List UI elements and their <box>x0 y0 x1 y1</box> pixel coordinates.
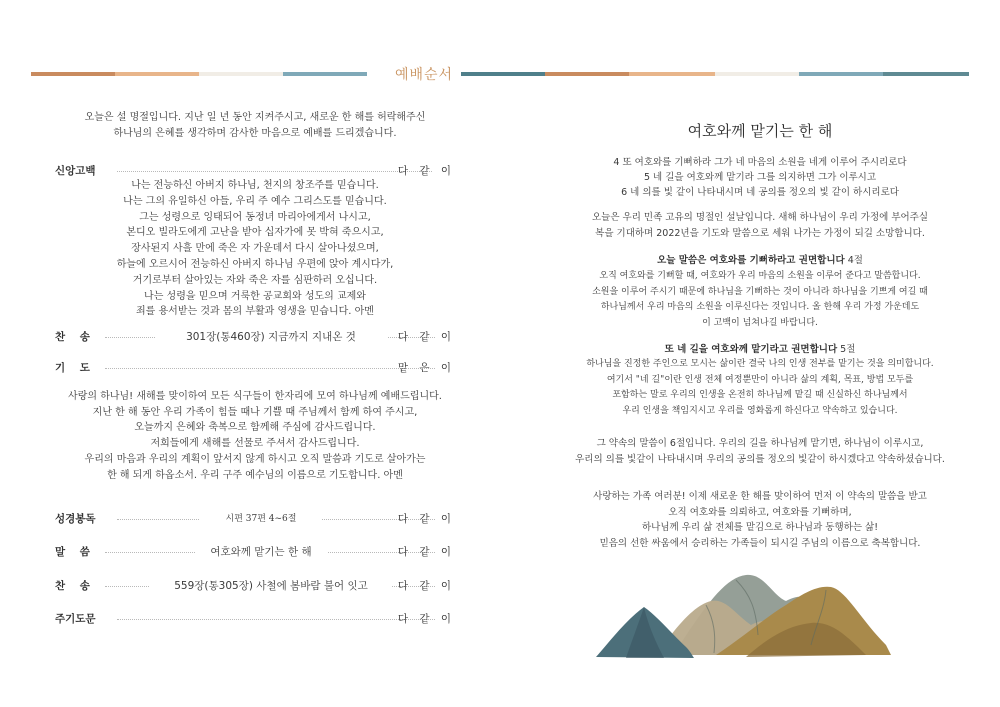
subheading-2-text: 하나님을 진정한 주인으로 모시는 삶이란 결국 나의 인생 전부를 맡기는 것을 의미합니다. 여기서 "네 길"이란 인생 전체 여정뿐만이 아니라 삶의 계획, 목표, 방법 모두를 포함하는 말로 우리의 인생을 온전히 하나님께 맡길 때 신실하신 하나님께서 우리 인생을 책임지시고 우리를 영화롭게 하신다고 약속하고 있습니다. <box>586 359 934 416</box>
hymn2-performer: 다 같 이 <box>397 580 455 592</box>
prayer-text: 사랑의 하나님! 새해를 맞이하여 모든 식구들이 한자리에 모여 하나님께 예배드립니다. 지난 한 해 동안 우리 가족이 힘들 때나 기쁠 때 주님께서 함께 하여 주시고, 오늘까지 은혜와 축복으로 함께해 주심에 감사드립니다. 저희들에게 새해를 선물로 주셔서 감사드립니다. 우리의 마음과 우리의 계획이 앞서지 않게 하시고 오직 말씀과 기도로 살아가는 한 해 되게 하옵소서. 우리 구주 예수님의 이름으로 기도합니다. 아멘 <box>68 391 442 481</box>
leader-dots <box>105 368 435 369</box>
subheading-1-text: 오직 여호와를 기뻐할 때, 여호와가 우리 마음의 소원을 이루어 준다고 말씀합니다. 소원을 이루어 주시기 때문에 하나님을 기뻐하는 것이 아니라 하나님을 기쁘게 여길 때 하나님께서 우리 마음의 소원을 이루신다는 것입니다. 올 한해 우리 가정 가운데도 이 고백이 넘쳐나길 바랍니다. <box>592 271 928 328</box>
hymn1-label: 찬 송 <box>55 331 90 343</box>
hymn2-row <box>55 578 455 594</box>
header-stripe <box>883 72 969 76</box>
header-stripe <box>799 72 883 76</box>
lordsprayer-performer: 다 같 이 <box>397 613 455 625</box>
lordsprayer-label: 주기도문 <box>55 613 96 625</box>
creed-label: 신앙고백 <box>55 165 96 177</box>
hymn2-title: 559장(통305장) 사철에 봄바람 불어 잇고 <box>150 578 392 593</box>
header-stripe <box>545 72 629 76</box>
hymn1-title: 301장(통460장) 지금까지 지내온 것 <box>155 329 387 344</box>
sermon-heading: 여호와께 맡기는 한 해 <box>687 122 833 140</box>
reading-performer: 다 같 이 <box>397 513 455 525</box>
mountain-illustration <box>586 565 906 665</box>
header-stripe <box>283 72 367 76</box>
creed-text: 나는 전능하신 아버지 하나님, 천지의 창조주를 믿습니다. 나는 그의 유일하신 아들, 우리 주 예수 그리스도를 믿습니다. 그는 성령으로 잉태되어 동정녀 마리아에게서 나시고, 본디오 빌라도에게 고난을 받아 십자가에 못 박혀 죽으시고, 장사된지 사흘 만에 죽은 자 가운데서 다시 살아나셨으며, 하늘에 오르시어 전능하신 아버지 하나님 우편에 앉아 계시다가, 거기로부터 살아있는 자와 죽은 자를 심판하러 오십니다. 나는 성령을 믿으며 거룩한 공교회와 성도의 교제와 죄를 용서받는 것과 몸의 부활과 영생을 믿습니다. 아멘 <box>116 180 394 318</box>
header-stripe <box>715 72 799 76</box>
sermon-title: 여호와께 맡기는 한 해 <box>195 544 327 559</box>
subheading-1: 오늘 말씀은 여호와를 기뻐하라고 권면합니다 4절 <box>657 255 863 266</box>
creed-row <box>55 163 455 179</box>
header-stripe <box>115 72 199 76</box>
sermon-label: 말 씀 <box>55 546 90 558</box>
header-stripe <box>199 72 283 76</box>
lordsprayer-row <box>55 611 455 627</box>
subheading-2: 또 네 길을 여호와께 맡기라고 권면합니다 5절 <box>664 344 856 355</box>
leader-dots <box>117 619 435 620</box>
sermon-row <box>55 544 455 560</box>
sermon-intro: 오늘은 우리 민족 고유의 명절인 설날입니다. 새해 하나님이 우리 가정에 부어주실 복을 기대하며 2022년을 기도와 말씀으로 세워 나가는 가정이 되길 소망합니다. <box>591 212 929 239</box>
closing-blessing: 사랑하는 가족 여러분! 이제 새로운 한 해를 맞이하여 먼저 이 약속의 말씀을 받고 오직 여호와를 의뢰하고, 여호와를 기뻐하며, 하나님께 우리 삶 전체를 맡김으로 하나님과 동행하는 삶! 믿음의 선한 싸움에서 승리하는 가족들이 되시길 주님의 이름으로 축복합니다. <box>593 491 927 549</box>
intro-text: 오늘은 설 명절입니다. 지난 일 년 동안 지켜주시고, 새로운 한 해를 허락해주신 하나님의 은혜를 생각하며 감사한 마음으로 예배를 드리겠습니다. <box>84 112 426 139</box>
reading-row <box>55 511 455 527</box>
leader-dots <box>117 171 432 172</box>
prayer-performer: 맡 은 이 <box>397 362 455 374</box>
hymn2-label: 찬 송 <box>55 580 90 592</box>
sermon-performer: 다 같 이 <box>397 546 455 558</box>
header-stripe <box>31 72 115 76</box>
page-title: 예배순서 <box>394 67 454 83</box>
reading-title: 시편 37편 4~6절 <box>200 511 322 524</box>
creed-performer: 다 같 이 <box>397 165 455 177</box>
promise-text: 그 약속의 말씀이 6절입니다. 우리의 길을 하나님께 맡기면, 하나님이 이루시고, 우리의 의를 빛같이 나타내시며 우리의 공의를 정오의 빛같이 하시겠다고 약속하셨습니다. <box>575 438 945 465</box>
scripture-verses: 4 또 여호와를 기뻐하라 그가 네 마음의 소원을 네게 이루어 주시리로다 5 네 길을 여호와께 맡기라 그를 의지하면 그가 이루시고 6 네 의를 빛 같이 나타내시며 네 공의를 정오의 빛 같이 하시리로다 <box>613 157 907 198</box>
hymn1-performer: 다 같 이 <box>397 331 455 343</box>
reading-label: 성경봉독 <box>55 513 96 525</box>
header-stripe <box>629 72 715 76</box>
header-stripe <box>461 72 545 76</box>
prayer-row <box>55 360 455 376</box>
hymn1-row <box>55 329 455 345</box>
prayer-label: 기 도 <box>55 362 90 374</box>
